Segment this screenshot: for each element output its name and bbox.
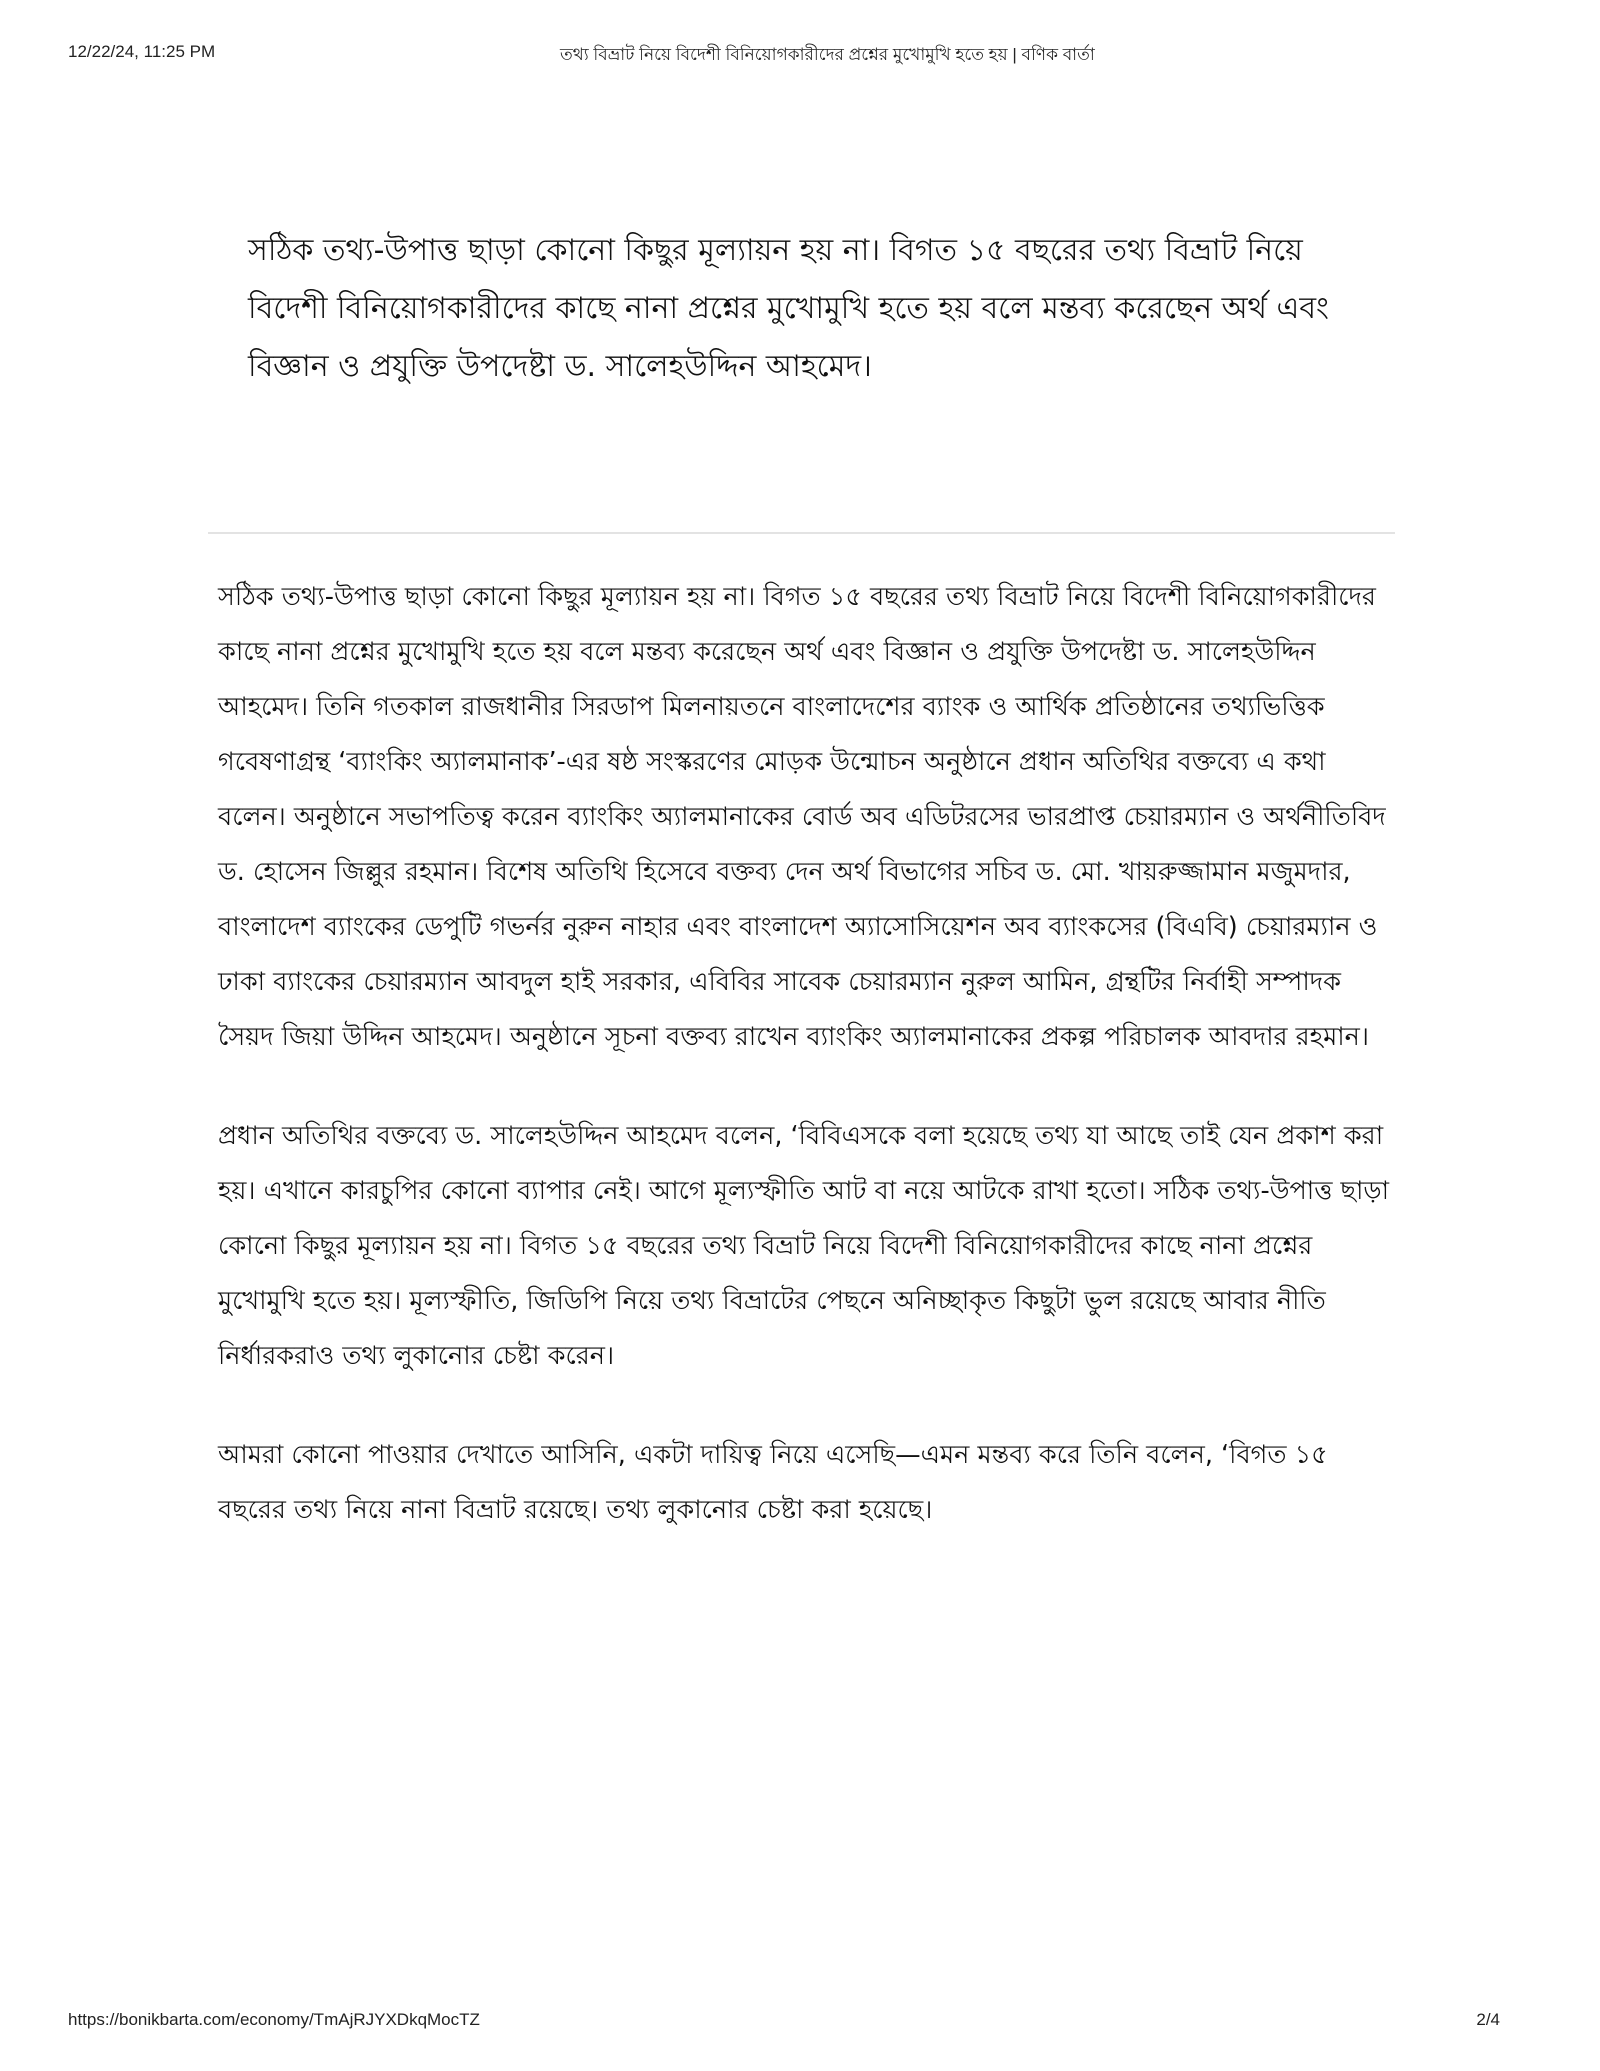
print-footer <box>0 2010 1600 2040</box>
article-paragraph: আমরা কোনো পাওয়ার দেখাতে আসিনি, একটা দায়িত্ব নিয়ে এসেছি—এমন মন্তব্য করে তিনি বলেন, ‘বিগত ১৫ বছরের তথ্য নিয়ে নানা বিভ্রাট রয়েছে। তথ্য লুকানোর চেষ্টা করা হয়েছে। <box>218 1440 1328 1525</box>
print-datetime: 12/22/24, 11:25 PM <box>68 42 216 61</box>
page-url[interactable]: https://bonikbarta.com/economy/TmAjRJYXDkqMocTZ <box>68 2010 480 2029</box>
article-paragraph: প্রধান অতিথির বক্তব্যে ড. সালেহউদ্দিন আহমেদ বলেন, ‘বিবিএসকে বলা হয়েছে তথ্য যা আছে তাই যেন প্রকাশ করা হয়। এখানে কারচুপির কোনো ব্যাপার নেই। আগে মূল্যস্ফীতি আট বা নয়ে আটকে রাখা হতো। সঠিক তথ্য-উপাত্ত ছাড়া কোনো কিছুর মূল্যায়ন হয় না। বিগত ১৫ বছরের তথ্য বিভ্রাট নিয়ে বিদেশী বিনিয়োগকারীদের কাছে নানা প্রশ্নের মুখোমুখি হতে হয়। মূল্যস্ফীতি, জিডিপি নিয়ে তথ্য বিভ্রাটের পেছনে অনিচ্ছাকৃত কিছুটা ভুল রয়েছে আবার নীতি নির্ধারকরাও তথ্য লুকানোর চেষ্টা করেন। <box>218 1121 1389 1371</box>
article-summary: সঠিক তথ্য-উপাত্ত ছাড়া কোনো কিছুর মূল্যায়ন হয় না। বিগত ১৫ বছরের তথ্য বিভ্রাট নিয়ে বিদেশী বিনিয়োগকারীদের কাছে নানা প্রশ্নের মুখোমুখি হতে হয় বলে মন্তব্য করেছেন অর্থ এবং বিজ্ঞান ও প্রযুক্তি উপদেষ্টা ড. সালেহউদ্দিন আহমেদ। <box>248 233 1329 384</box>
print-header <box>0 40 1600 70</box>
page-number: 2/4 <box>1476 2010 1500 2029</box>
print-page-title: তথ্য বিভ্রাট নিয়ে বিদেশী বিনিয়োগকারীদের প্রশ্নের মুখোমুখি হতে হয় | বণিক বার্তা <box>560 45 1095 64</box>
divider <box>208 532 1395 534</box>
article-paragraph: সঠিক তথ্য-উপাত্ত ছাড়া কোনো কিছুর মূল্যায়ন হয় না। বিগত ১৫ বছরের তথ্য বিভ্রাট নিয়ে বিদেশী বিনিয়োগকারীদের কাছে নানা প্রশ্নের মুখোমুখি হতে হয় বলে মন্তব্য করেছেন অর্থ এবং বিজ্ঞান ও প্রযুক্তি উপদেষ্টা ড. সালেহউদ্দিন আহমেদ। তিনি গতকাল রাজধানীর সিরডাপ মিলনায়তনে বাংলাদেশের ব্যাংক ও আর্থিক প্রতিষ্ঠানের তথ্যভিত্তিক গবেষণাগ্রন্থ ‘ব্যাংকিং অ্যালমানাক’-এর ষষ্ঠ সংস্করণের মোড়ক উন্মোচন অনুষ্ঠানে প্রধান অতিথির বক্তব্যে এ কথা বলেন। অনুষ্ঠানে সভাপতিত্ব করেন ব্যাংকিং অ্যালমানাকের বোর্ড অব এডিটরসের ভারপ্রাপ্ত চেয়ারম্যান ও অর্থনীতিবিদ ড. হোসেন জিল্লুর রহমান। বিশেষ অতিথি হিসেবে বক্তব্য দেন অর্থ বিভাগের সচিব ড. মো. খায়রুজ্জামান মজুমদার, বাংলাদেশ ব্যাংকের ডেপুটি গভর্নর নুরুন নাহার এবং বাংলাদেশ অ্যাসোসিয়েশন অব ব্যাংকসের (বিএবি) চেয়ারম্যান ও ঢাকা ব্যাংকের চেয়ারম্যান আবদুল হাই সরকার, এবিবির সাবেক চেয়ারম্যান নুরুল আমিন, গ্রন্থটির নির্বাহী সম্পাদক সৈয়দ জিয়া উদ্দিন আহমেদ। অনুষ্ঠানে সূচনা বক্তব্য রাখেন ব্যাংকিং অ্যালমানাকের প্রকল্প পরিচালক আবদার রহমান। <box>218 582 1386 1052</box>
article-body <box>218 570 1398 1582</box>
